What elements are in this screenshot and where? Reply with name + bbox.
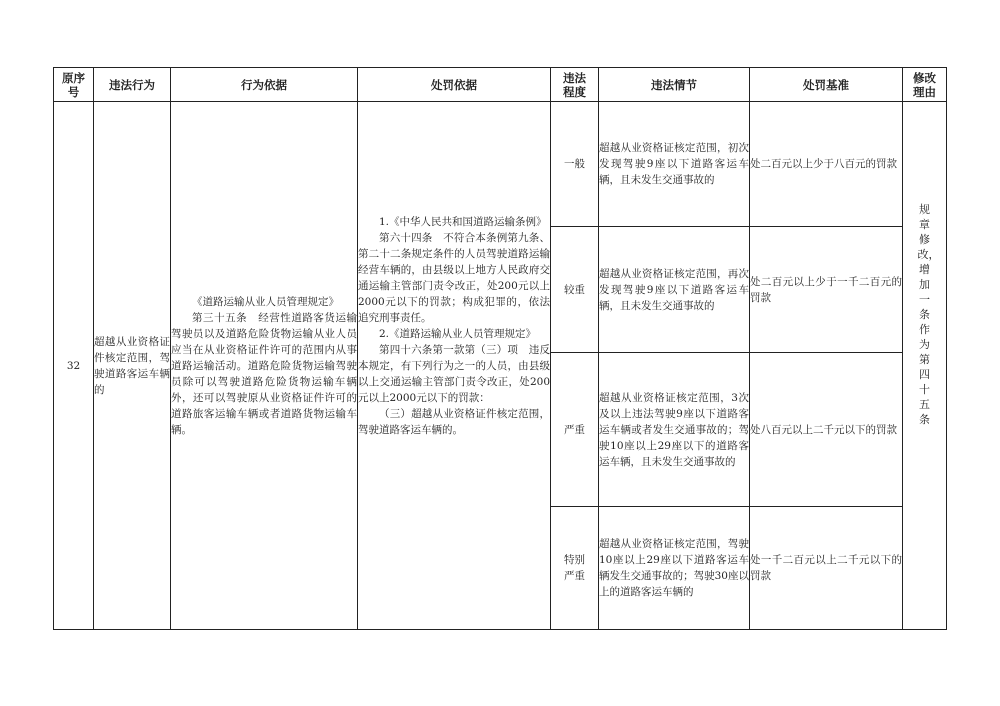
basis-cell <box>171 102 358 630</box>
degree-cell: 一般 <box>551 102 599 227</box>
header-plot: 违法情节 <box>599 68 750 102</box>
table-row <box>54 102 947 227</box>
header-reason: 修改理由 <box>903 68 947 102</box>
plot-cell: 超越从业资格证核定范围，再次发现驾驶9座以下道路客运车辆，且未发生交通事故的 <box>599 227 750 353</box>
degree-cell: 较重 <box>551 227 599 353</box>
standard-cell: 处一千二百元以上二千元以下的罚款 <box>750 507 903 630</box>
plot-cell: 超越从业资格证核定范围，3次及以上违法驾驶9座以下道路客运车辆或者发生交通事故的；驾驶10座以上29座以下的道路客运车辆，且未发生交通事故的 <box>599 353 750 507</box>
basis-article: 第三十五条 经营性道路客货运输驾驶员以及道路危险货物运输从业人员应当在从业资格证件许可的范围内从事道路运输活动。道路危险货物运输驾驶员除可以驾驶道路危险货物运输车辆外，还可以驾驶原从业资格证件许可的道路旅客运输车辆或者道路货物运输车辆。 <box>171 311 357 436</box>
punish-basis-article-1: 第六十四条 不符合本条例第九条、第二十二条规定条件的人员驾驶道路运输经营车辆的，由县级以上地方人民政府交通运输主管部门责令改正，处200元以上2000元以下的罚款；构成犯罪的，依法追究刑事责任。 <box>358 232 550 324</box>
standard-cell: 处八百元以上二千元以下的罚款 <box>750 353 903 507</box>
header-standard: 处罚基准 <box>750 68 903 102</box>
plot-cell: 超越从业资格证核定范围，驾驶10座以上29座以下道路客运车辆发生交通事故的；驾驶30座以上的道路客运车辆的 <box>599 507 750 630</box>
header-act: 违法行为 <box>94 68 171 102</box>
standard-cell: 处二百元以上少于一千二百元的罚款 <box>750 227 903 353</box>
basis-title: 《道路运输从业人员管理规定》 <box>192 295 339 308</box>
header-row <box>54 68 947 102</box>
punish-basis-article-2: 第四十六条第一款第（三）项 违反本规定，有下列行为之一的人员，由县级以上交通运输主管部门责令改正，处200元以上2000元以下的罚款： <box>358 344 550 404</box>
header-degree: 违法程度 <box>551 68 599 102</box>
reason-cell: 规章修改，增加一条作为第四十五条 <box>903 102 947 630</box>
punish-basis-law-1: 1.《中华人民共和国道路运输条例》 <box>379 216 547 228</box>
punish-basis-cell <box>358 102 551 630</box>
act-cell: 超越从业资格证件核定范围，驾驶道路客运车辆的 <box>94 102 171 630</box>
standard-cell: 处二百元以上少于八百元的罚款 <box>750 102 903 227</box>
header-basis: 行为依据 <box>171 68 358 102</box>
degree-cell: 特别严重 <box>551 507 599 630</box>
header-punish-basis: 处罚依据 <box>358 68 551 102</box>
punish-basis-item-3: （三）超越从业资格证件核定范围，驾驶道路客运车辆的。 <box>358 408 550 436</box>
degree-cell: 严重 <box>551 353 599 507</box>
header-seq: 原序号 <box>54 68 94 102</box>
plot-cell: 超越从业资格证核定范围，初次发现驾驶9座以下道路客运车辆，且未发生交通事故的 <box>599 102 750 227</box>
penalty-table <box>53 67 947 630</box>
seq-cell: 32 <box>54 102 94 630</box>
punish-basis-law-2: 2.《道路运输从业人员管理规定》 <box>379 328 537 340</box>
